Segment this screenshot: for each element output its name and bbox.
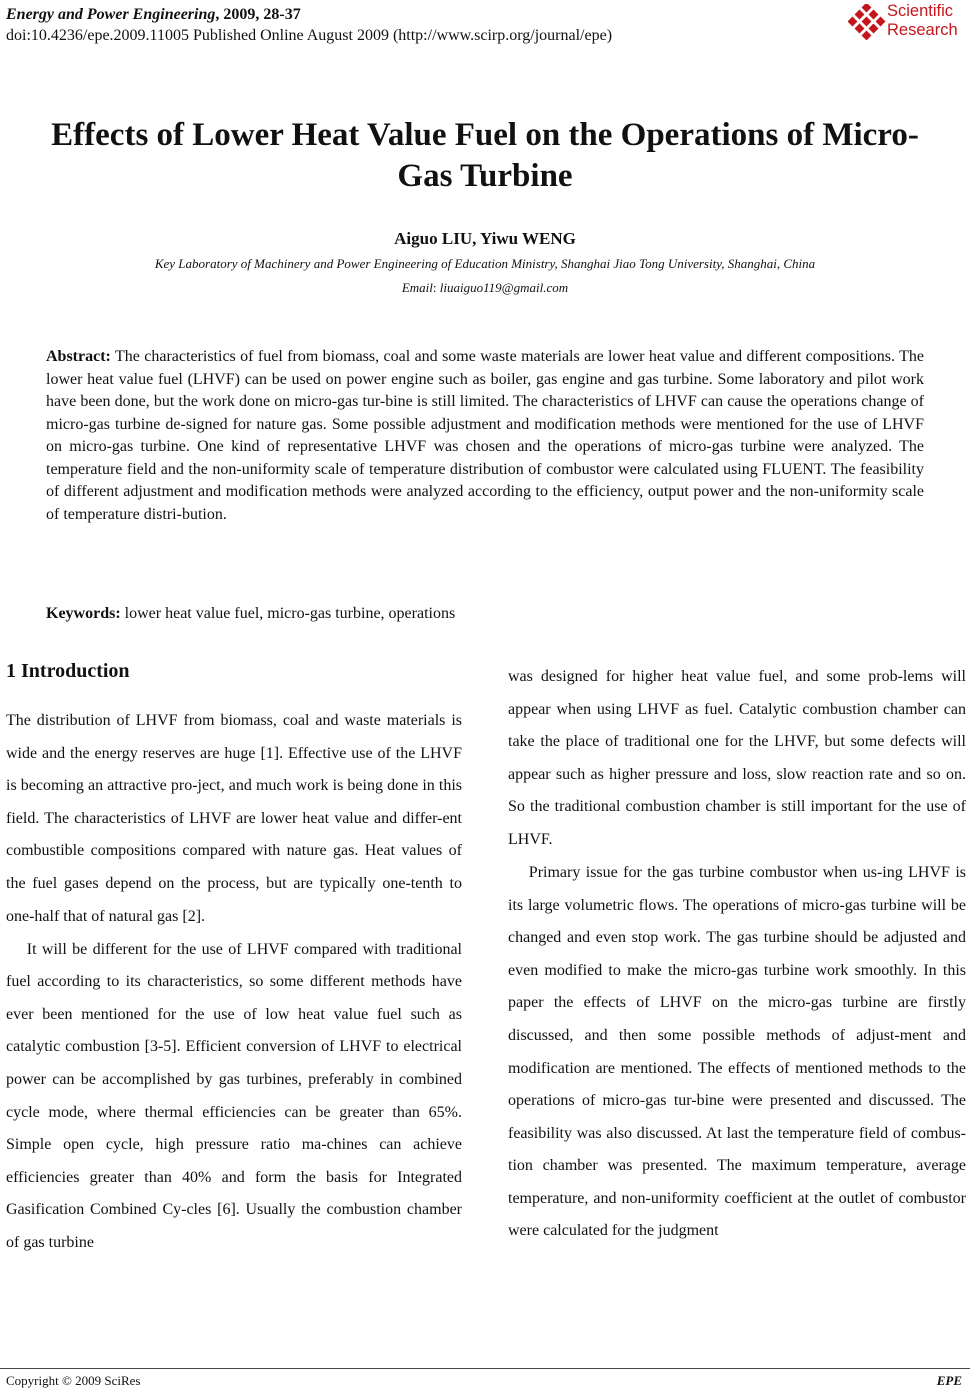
paper-title: Effects of Lower Heat Value Fuel on the Operations of Micro-Gas Turbine xyxy=(51,117,919,194)
logo-line-1: Scientific xyxy=(887,2,954,20)
email-address[interactable]: liuaiguo119@gmail.com xyxy=(439,280,569,295)
logo-line-2: Research xyxy=(887,21,958,39)
doi-line: doi:10.4236/epe.2009.11005 Published Online August 2009 (http://www.scirp.org/journal/epe) xyxy=(6,27,613,44)
section-heading-introduction: 1 Introduction xyxy=(6,660,130,682)
journal-abbreviation: EPE xyxy=(936,1373,962,1388)
logo-wordmark xyxy=(887,2,958,40)
body-paragraph: It will be different for the use of LHVF compared with traditional fuel according to its characteristics, so some different methods have ever been mentioned for the use of low heat value fuel such as catalytic combustion [3-5]. Efficient conversion of LHVF to electrical power can be accomplished by gas turbines, preferably in combined cycle mode, where thermal efficiencies can be greater than 65%. Simple open cycle, high pressure ratio ma-chines can achieve efficiencies greater than 40% and form the basis for Integrated Gasification Combined Cy-cles [6]. Usually the combustion chamber of gas turbine xyxy=(6,940,462,1251)
body-paragraph: was designed for higher heat value fuel, and some prob-lems will appear when using LHVF as fuel. Catalytic combustion chamber can take the place of traditional one for the LHVF, but some defects will appear such as higher pressure and loss, slow reaction rate and so on. So the traditional combustion chamber is still important for the use of LHVF. xyxy=(508,668,966,848)
journal-citation xyxy=(6,4,612,25)
keywords-text: lower heat value fuel, micro-gas turbine, operations xyxy=(124,605,456,622)
body-paragraph: The distribution of LHVF from biomass, coal and waste materials is wide and the energy reserves are huge [1]. Effective use of the LHVF is becoming an attractive pro-ject, and much work is being done in this field. The characteristics of LHVF are lower heat value and differ-ent combustible compositions compared with nature gas. Heat values of the fuel gases depend on the process, but are typically one-tenth to one-half that of natural gas [2]. xyxy=(6,712,462,925)
right-column xyxy=(508,661,966,1248)
author-affiliation: Key Laboratory of Machinery and Power Engineering of Education Ministry, Shanghai Jiao Tong University, Shanghai, China xyxy=(154,256,816,271)
author-email: Email: liuaiguo119@gmail.com xyxy=(401,280,569,295)
paper-authors: Aiguo LIU, Yiwu WENG xyxy=(394,229,576,248)
journal-header xyxy=(6,4,612,46)
footer-divider xyxy=(0,1368,970,1369)
journal-year-pages: , 2009, 28-37 xyxy=(215,6,301,23)
keywords-label: Keywords: xyxy=(46,605,121,622)
copyright-notice: Copyright © 2009 SciRes xyxy=(6,1373,141,1388)
body-paragraph: Primary issue for the gas turbine combustor when us-ing LHVF is its large volumetric flows. The operations of micro-gas turbine will be changed and even stop work. The gas turbine should be adjusted and even modified to make the micro-gas turbine work smoothly. In this paper the effects of LHVF on the micro-gas turbine are firstly discussed, and then some possible methods of adjust-ment and modification are mentioned. The effects of mentioned methods to the operations of micro-gas tur-bine were presented and discussed. The feasibility was also discussed. At last the temperature field of combus-tion chamber was presented. The maximum temperature, average temperature, and non-uniformity coefficient at the outlet of combustor were calculated for the judgment xyxy=(508,863,966,1240)
publisher-logo-icon xyxy=(848,4,886,40)
left-column xyxy=(6,705,462,1259)
email-label: Email xyxy=(401,280,433,295)
abstract-text: The characteristics of fuel from biomass, coal and some waste materials are lower heat value and different compositions. The lower heat value fuel (LHVF) can be used on power engine such as boiler, gas engine and gas turbine. Some laboratory and pilot work have been done, but the work done on micro-gas tur-bine is still limited. The characteristics of LHVF can cause the operations change of micro-gas turbine de-signed for nature gas. Some possible adjustment and modification methods were mentioned for the use of LHVF on micro-gas turbine. One kind of representative LHVF was chosen and the operations of micro-gas turbine were analyzed. The temperature field and the non-uniformity scale of temperature distribution of combustor were calculated using FLUENT. The feasibility of different adjustment and modification methods were analyzed according to the efficiency, output power and the non-uniformity scale of temperature distri-bution. xyxy=(46,348,924,523)
journal-name: Energy and Power Engineering xyxy=(6,6,216,23)
keywords xyxy=(46,603,924,625)
abstract-label: Abstract: xyxy=(46,348,111,365)
abstract xyxy=(46,346,924,526)
scientific-research-logo xyxy=(848,2,968,42)
